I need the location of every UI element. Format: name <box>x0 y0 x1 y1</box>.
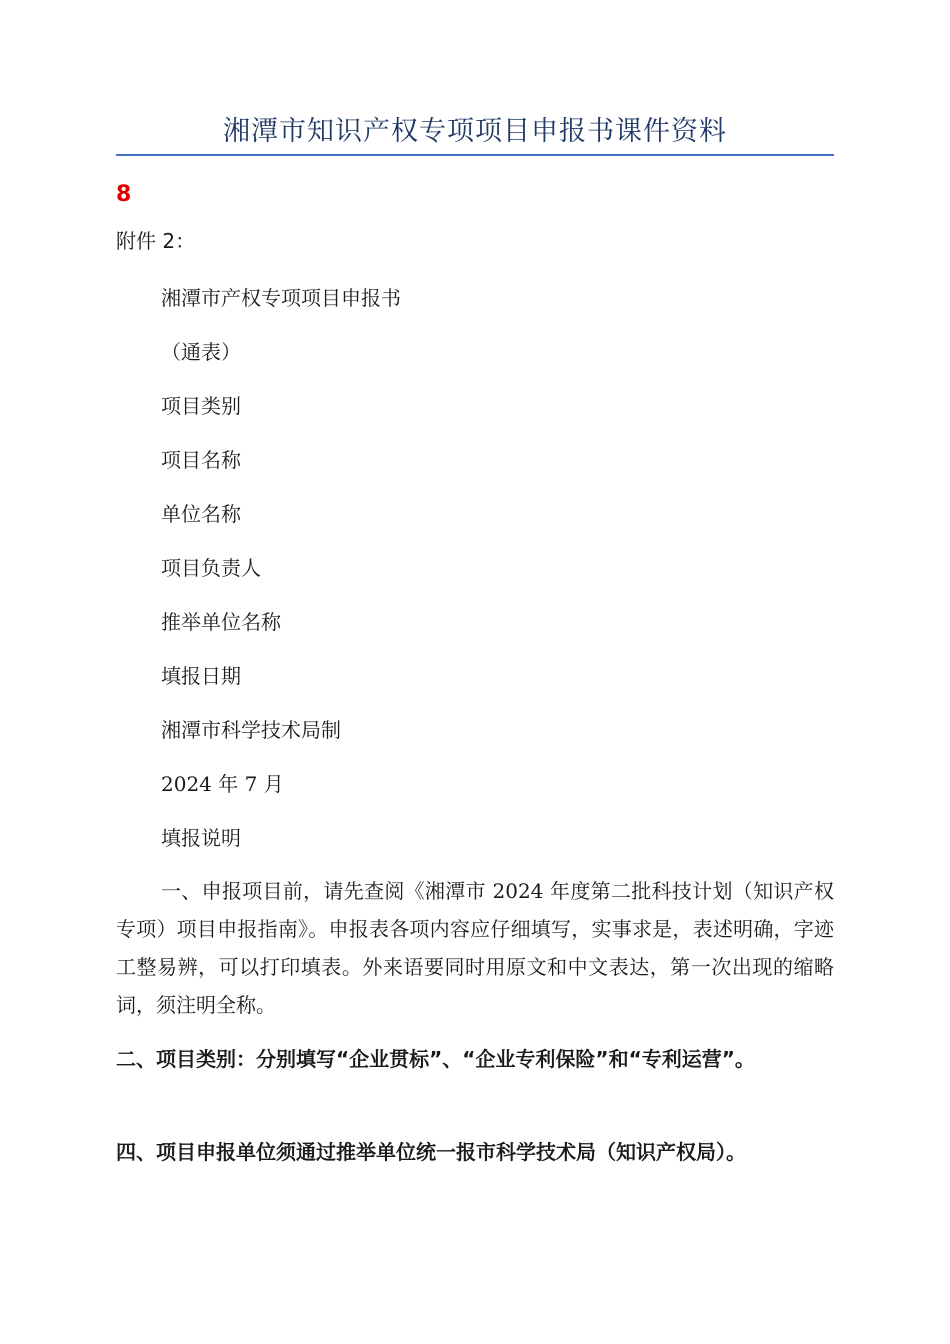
form-subtitle: （通表） <box>161 340 241 364</box>
document-title: 湘潭市知识产权专项项目申报书课件资料 <box>223 116 727 147</box>
form-title: 湘潭市产权专项项目申报书 <box>161 286 401 310</box>
issue-date: 2024 年 7 月 <box>161 772 284 796</box>
instructions-heading: 填报说明 <box>161 826 241 850</box>
field-unit-name: 单位名称 <box>161 502 241 526</box>
field-recommending-unit: 推举单位名称 <box>161 610 281 634</box>
field-fill-date: 填报日期 <box>161 664 241 688</box>
field-project-name: 项目名称 <box>161 448 241 472</box>
field-project-category: 项目类别 <box>161 394 241 418</box>
title-underline <box>116 154 834 156</box>
instruction-paragraph-1: 一、申报项目前，请先查阅《湘潭市 2024 年度第二批科技计划（知识产权专项）项目申报指南》。申报表各项内容应仔细填写，实事求是，表述明确，字迹工整易辨，可以打印填表。外来语要同时用原文和中文表达，第一次出现的缩略词，须注明全称。 <box>116 879 834 1017</box>
annex-label: 附件 2： <box>116 229 196 253</box>
field-project-lead: 项目负责人 <box>161 556 261 580</box>
page-number: 8 <box>116 182 132 207</box>
issuer-line: 湘潭市科学技术局制 <box>161 718 341 742</box>
instruction-paragraph-2: 二、项目类别：分别填写“企业贯标”、“企业专利保险”和“专利运营”。 <box>116 1047 755 1071</box>
instruction-paragraph-4: 四、项目申报单位须通过推举单位统一报市科学技术局（知识产权局）。 <box>116 1140 746 1164</box>
